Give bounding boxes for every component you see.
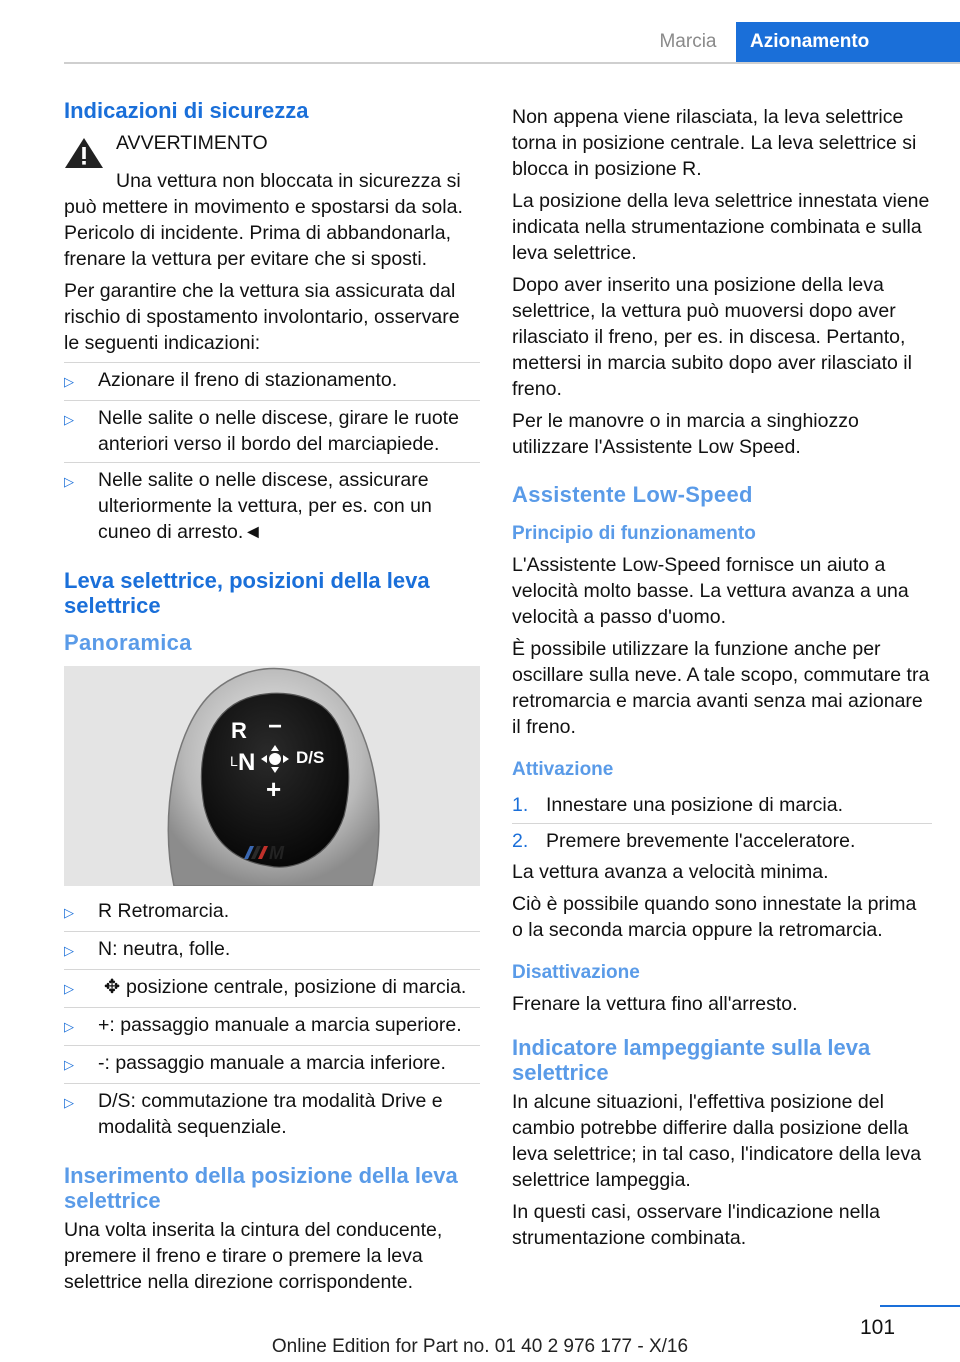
insert-heading: Inserimento della posizione della leva selettrice xyxy=(64,1163,458,1213)
list-item xyxy=(64,931,480,969)
insert-text: Una volta inserita la cintura del conducente, premere il freno e tirare o premere la leva selettrice nella direzione corrispondente. xyxy=(64,1219,443,1293)
bullet-triangle-icon: ▷ xyxy=(64,474,74,489)
safety-list xyxy=(64,362,480,550)
list-item xyxy=(64,894,480,931)
step-item xyxy=(512,823,932,859)
list-item-text: N: neutra, folle. xyxy=(98,938,231,960)
list-item-text: Azionare il freno di stazionamento. xyxy=(98,369,398,391)
step-number: 1. xyxy=(512,794,529,816)
bullet-triangle-icon: ▷ xyxy=(64,905,74,920)
warning-label: AVVERTIMENTO xyxy=(116,132,268,154)
knob-label-n: N xyxy=(238,749,256,776)
list-item xyxy=(64,1045,480,1083)
list-item xyxy=(64,1007,480,1045)
paragraph: Dopo aver inserito una posizione della leva selettrice, la vettura può muoversi dopo aver rilasciato il freno, per es. in discesa. Pertanto, mettersi in marcia subito dopo aver rilasciato il freno. xyxy=(512,274,912,400)
list-item xyxy=(64,400,480,462)
bullet-triangle-icon: ▷ xyxy=(64,981,74,996)
list-item-text: +: passaggio manuale a marcia superiore. xyxy=(98,1014,462,1036)
warning-block xyxy=(64,130,480,170)
safety-heading: Indicazioni di sicurezza xyxy=(64,98,309,123)
activation-heading: Attivazione xyxy=(512,759,614,780)
bullet-triangle-icon: ▷ xyxy=(64,943,74,958)
paragraph: Per le manovre o in marcia a singhiozzo utilizzare l'Assistente Low Speed. xyxy=(512,410,859,458)
knob-label-l: L xyxy=(230,753,238,769)
step-item xyxy=(512,788,932,823)
indicator-heading: Indicatore lampeggiante sulla leva selettrice xyxy=(512,1035,871,1085)
header-divider xyxy=(64,62,960,64)
left-column xyxy=(64,98,480,1301)
right-column xyxy=(512,104,932,1257)
paragraph: Ciò è possibile quando sono innestate la prima o la seconda marcia oppure la retromarcia. xyxy=(512,893,917,941)
page-number: 101 xyxy=(860,1316,896,1339)
paragraph: In questi casi, osservare l'indicazione nella strumentazione combinata. xyxy=(512,1201,880,1249)
list-item-text: D/S: commutazione tra modalità Drive e modalità sequenziale. xyxy=(98,1090,443,1138)
paragraph: Frenare la vettura fino all'arresto. xyxy=(512,993,798,1015)
tab-marcia[interactable]: Marcia xyxy=(659,31,717,52)
bullet-triangle-icon: ▷ xyxy=(64,1019,74,1034)
list-item-text: Nelle salite o nelle discese, assicurare ulteriormente la vettura, per es. con un cuneo di arresto.◄ xyxy=(98,469,432,543)
bullet-triangle-icon: ▷ xyxy=(64,1057,74,1072)
list-item-text: posizione centrale, posizione di marcia. xyxy=(126,976,467,998)
paragraph: Non appena viene rilasciata, la leva selettrice torna in posizione centrale. La leva selettrice si blocca in posizione R. xyxy=(512,106,917,180)
list-item xyxy=(64,462,480,550)
tab-azionamento[interactable]: Azionamento xyxy=(736,22,960,62)
step-number: 2. xyxy=(512,830,529,852)
knob-label-ds: D/S xyxy=(296,748,325,767)
list-item-text: -: passaggio manuale a marcia inferiore. xyxy=(98,1052,446,1074)
paragraph: La vettura avanza a velocità minima. xyxy=(512,861,829,883)
bullet-triangle-icon: ▷ xyxy=(64,412,74,427)
warning-header xyxy=(116,130,268,156)
list-item xyxy=(64,969,480,1007)
overview-heading: Panoramica xyxy=(64,630,192,655)
footer-edition: Online Edition for Part no. 01 40 2 976 177 - X/16 xyxy=(271,1336,689,1357)
bullet-triangle-icon: ▷ xyxy=(64,374,74,389)
center-position-small-icon: ✥ xyxy=(103,976,121,998)
paragraph: È possibile utilizzare la funzione anche per oscillare sulla neve. A tale scopo, commutare tra retromarcia e marcia avanti senza mai azionare il freno. xyxy=(512,638,930,738)
safety-intro: Per garantire che la vettura sia assicurata dal rischio di spostamento involontario, osservare le seguenti indicazioni: xyxy=(64,280,460,354)
list-item xyxy=(64,1083,480,1145)
paragraph: L'Assistente Low-Speed fornisce un aiuto a velocità molto basse. La vettura avanza a una velocità a passo d'uomo. xyxy=(512,554,909,628)
paragraph: In alcune situazioni, l'effettiva posizione del cambio potrebbe differire dalla posizione della leva selettrice; in tal caso, l'indicatore della leva selettrice lampeggia. xyxy=(512,1091,922,1191)
knob-label-r: R xyxy=(231,718,247,743)
header-tabs xyxy=(640,22,960,62)
positions-list xyxy=(64,894,480,1145)
m-logo-text: M xyxy=(269,843,284,863)
principle-heading: Principio di funzionamento xyxy=(512,523,756,544)
activation-steps xyxy=(512,788,932,859)
warning-triangle-icon xyxy=(64,136,104,170)
lowspeed-heading: Assistente Low-Speed xyxy=(512,482,753,507)
lever-heading: Leva selettrice, posizioni della leva selettrice xyxy=(64,568,430,618)
paragraph: La posizione della leva selettrice innestata viene indicata nella strumentazione combinata e sulla leva selettrice. xyxy=(512,190,930,264)
step-text: Innestare una posizione di marcia. xyxy=(546,794,844,816)
gear-knob-illustration xyxy=(64,666,480,886)
warning-text: Una vettura non bloccata in sicurezza si può mettere in movimento e spostarsi da sola. Pericolo di incidente. Prima di abbandonarla, frenare la vettura per evitare che si sposti. xyxy=(64,170,463,270)
deactivation-heading: Disattivazione xyxy=(512,962,640,983)
bullet-triangle-icon: ▷ xyxy=(64,1095,74,1110)
list-item-text: Nelle salite o nelle discese, girare le ruote anteriori verso il bordo del marciapiede. xyxy=(98,407,459,455)
footer-divider xyxy=(880,1305,960,1307)
knob-label-minus: − xyxy=(268,713,283,740)
list-item-text: R Retromarcia. xyxy=(98,900,230,922)
gear-lever-image xyxy=(64,666,480,886)
list-item xyxy=(64,362,480,400)
knob-label-plus: + xyxy=(266,774,282,804)
step-text: Premere brevemente l'acceleratore. xyxy=(546,830,856,852)
